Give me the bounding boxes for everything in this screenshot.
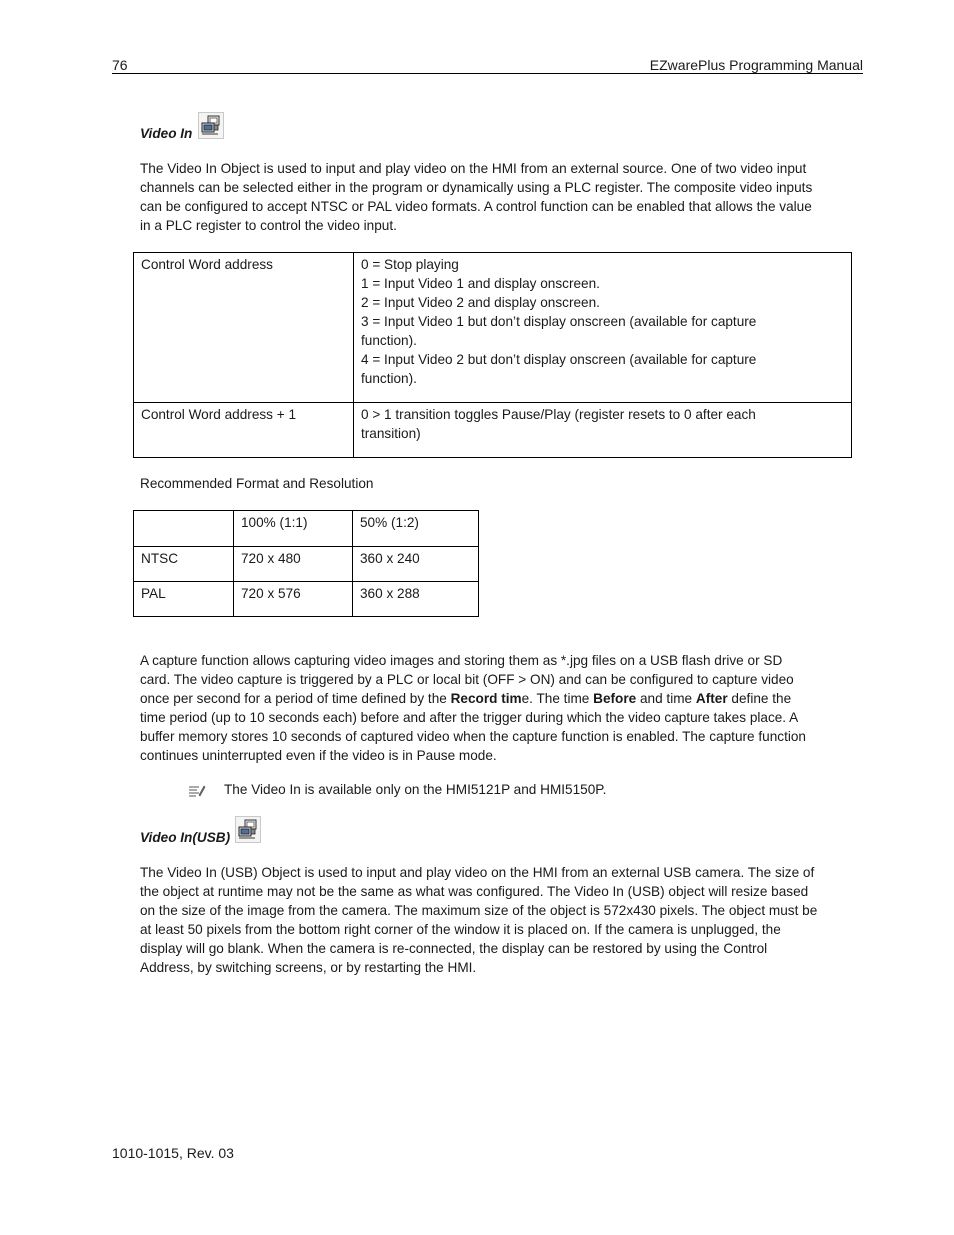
before-term: Before — [593, 691, 637, 707]
capture-text-part: and time — [636, 691, 696, 707]
control-line: 3 = Input Video 1 but don’t display onscreen (available for capture function). — [361, 314, 757, 348]
table-cell: PAL — [134, 582, 234, 617]
table-row — [134, 511, 479, 547]
document-revision: 1010-1015, Rev. 03 — [112, 1145, 234, 1161]
after-term: After — [695, 691, 728, 707]
table-cell: 360 x 240 — [353, 547, 479, 582]
control-word-table — [133, 252, 852, 458]
table-header-cell — [134, 511, 234, 547]
table-cell: 360 x 288 — [353, 582, 479, 617]
control-line: 4 = Input Video 2 but don’t display onscreen (available for capture function). — [361, 352, 757, 386]
table-cell: 720 x 480 — [234, 547, 353, 582]
capture-text-part: A capture function allows capturing video images and storing them as *.jpg files on a USB flash drive or SD card. The video capture is triggered by a PLC or local bit (OFF > ON) and can be configured to capture video once per second for a period of time defined by the — [140, 653, 794, 707]
video-in-description — [140, 159, 820, 235]
capture-function-paragraph — [140, 651, 816, 766]
control-description-cell — [354, 403, 852, 458]
format-resolution-table — [133, 510, 479, 617]
video-in-usb-description-text: The Video In (USB) Object is used to input and play video on the HMI from an external USB camera. The size of the object at runtime may not be the same as what was configured. The Video In (USB) object will resize based on the size of the image from the camera. The maximum size of the object is 572x430 pixels. The object must be at least 50 pixels from the bottom right corner of the window it is placed on. If the camera is unplugged, the display will go blank. When the camera is re-connected, the display can be restored by using the Control Address, by switching screens, or by restarting the HMI. — [140, 865, 818, 976]
header-rule — [112, 73, 863, 74]
capture-function-text — [140, 651, 816, 766]
control-description-cell — [354, 253, 852, 403]
control-line: 1 = Input Video 1 and display onscreen. — [361, 276, 600, 291]
video-in-tool-icon — [198, 112, 224, 139]
format-table-caption: Recommended Format and Resolution — [140, 476, 374, 491]
capture-text-part: e. The time — [521, 691, 594, 707]
control-line: 0 > 1 transition toggles Pause/Play (register resets to 0 after each transition) — [361, 407, 756, 441]
table-row — [134, 253, 852, 403]
table-header-cell: 50% (1:2) — [353, 511, 479, 547]
table-row — [134, 582, 479, 617]
table-header-cell: 100% (1:1) — [234, 511, 353, 547]
control-line: 2 = Input Video 2 and display onscreen. — [361, 295, 600, 310]
video-in-description-text: The Video In Object is used to input and play video on the HMI from an external source. One of two video input channels can be selected either in the program or dynamically using a PLC register. The composite video inputs can be configured to accept NTSC or PAL video formats. A control function can be enabled that allows the value in a PLC register to control the video input. — [140, 161, 813, 234]
table-row — [134, 547, 479, 582]
note-text: The Video In is available only on the HMI5121P and HMI5150P. — [224, 782, 607, 797]
control-line: 0 = Stop playing — [361, 257, 459, 272]
video-in-usb-tool-icon — [235, 816, 261, 843]
video-in-usb-description — [140, 863, 820, 978]
control-address-cell: Control Word address + 1 — [134, 403, 354, 458]
section-title-video-in-usb: Video In(USB) — [140, 830, 231, 845]
table-cell: NTSC — [134, 547, 234, 582]
note-icon — [188, 784, 206, 798]
section-title-video-in: Video In — [140, 126, 193, 141]
page-number: 76 — [112, 57, 128, 73]
table-row — [134, 403, 852, 458]
control-address-cell: Control Word address — [134, 253, 354, 403]
manual-title: EZwarePlus Programming Manual — [649, 57, 863, 73]
record-time-term: Record tim — [450, 691, 522, 707]
table-cell: 720 x 576 — [234, 582, 353, 617]
capture-text-part: define the time period (up to 10 seconds each) before and after the trigger during which the video capture takes place. A buffer memory stores 10 seconds of captured video when the capture function is enabled. The capture function continues uninterrupted even if the video is in Pause mode. — [140, 691, 806, 764]
